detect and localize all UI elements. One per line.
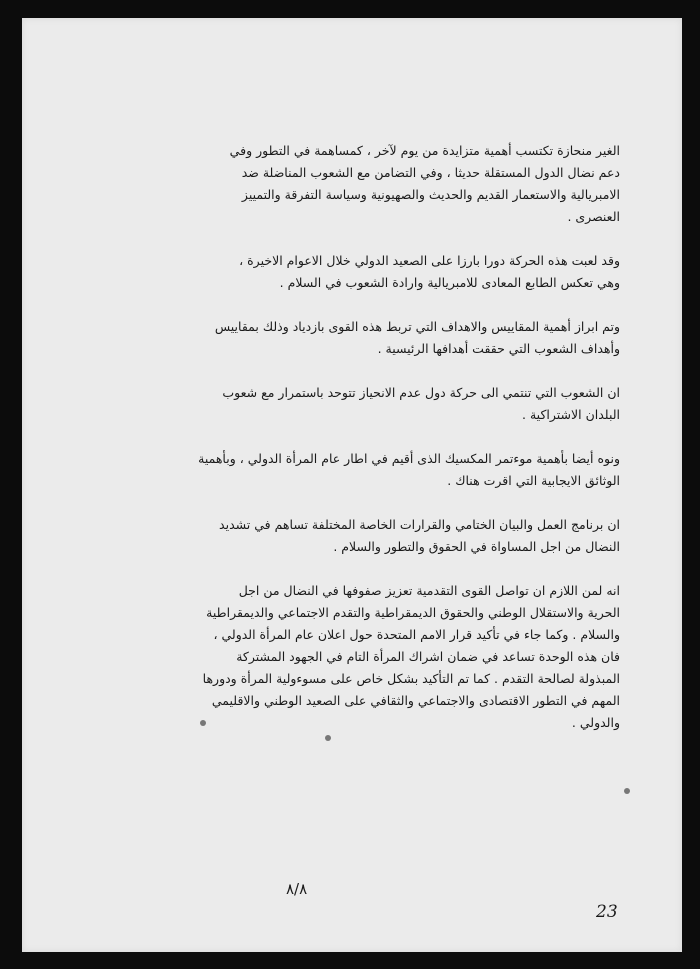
paragraph [122,448,620,492]
text-line: الغير منحازة تكتسب أهمية متزايدة من يوم لآخر ، كمساهمة في التطور وفي [229,143,620,158]
text-line: النضال من اجل المساواة في الحقوق والتطور والسلام . [333,539,620,554]
folio-number: 23 [596,902,618,922]
paragraph [122,140,620,228]
text-line: البلدان الاشتراكية . [522,407,620,422]
text-line: ان الشعوب التي تنتمي الى حركة دول عدم الانحياز تتوحد باستمرار مع شعوب [222,385,620,400]
document-page [22,18,682,952]
text-line: المبذولة لصالحة التقدم . كما تم التأكيد بشكل خاص على مسوءولية المرأة ودورها [202,671,620,686]
paragraph [122,514,620,558]
text-line: والسلام . وكما جاء في تأكيد قرار الامم المتحدة حول اعلان عام المرأة الدولي ، [213,627,620,642]
paragraph [122,382,620,426]
text-line: ونوه أيضا بأهمية موءتمر المكسيك الذى أقيم في اطار عام المرأة الدولي ، وبأهمية [198,451,620,466]
paragraph [122,250,620,294]
paper-speck [624,788,630,794]
text-line: وقد لعبت هذه الحركة دورا بارزا على الصعيد الدولي خلال الاعوام الاخيرة ، [239,253,620,268]
text-line: ان برنامج العمل والبيان الختامي والقرارات الخاصة المختلفة تساهم في تشديد [219,517,620,532]
text-line: وهي تعكس الطابع المعادى للامبريالية وارادة الشعوب في السلام . [279,275,620,290]
text-line: وتم ابراز أهمية المقاييس والاهداف التي تربط هذه القوى بازدياد وذلك بمقاييس [214,319,620,334]
text-line: والدولي . [571,715,620,730]
document-body [122,140,620,756]
text-line: العنصرى . [567,209,620,224]
text-line: وأهداف الشعوب التي حققت أهدافها الرئيسية . [377,341,620,356]
paragraph [122,316,620,360]
text-line: دعم نضال الدول المستقلة حديثا ، وفي التضامن مع الشعوب المناضلة ضد [241,165,620,180]
text-line: الحرية والاستقلال الوطني والحقوق الديمقراطية والتقدم الاجتماعي والديمقراطية [206,605,620,620]
paragraph [122,580,620,734]
paper-speck [200,720,206,726]
text-line: المهم في التطور الاقتصادى والاجتماعي والثقافي على الصعيد الوطني والاقليمي [211,693,620,708]
page-number: ٨/٨ [286,880,308,898]
paper-speck [325,735,331,741]
text-line: فان هذه الوحدة تساعد في ضمان اشراك المرأة التام في الجهود المشتركة [236,649,620,664]
text-line: انه لمن اللازم ان تواصل القوى التقدمية تعزيز صفوفها في النضال من اجل [238,583,620,598]
text-line: الامبريالية والاستعمار القديم والحديث والصهيونية وسياسة التفرقة والتمييز [241,187,620,202]
text-line: الوثائق الايجابية التي اقرت هناك . [447,473,620,488]
